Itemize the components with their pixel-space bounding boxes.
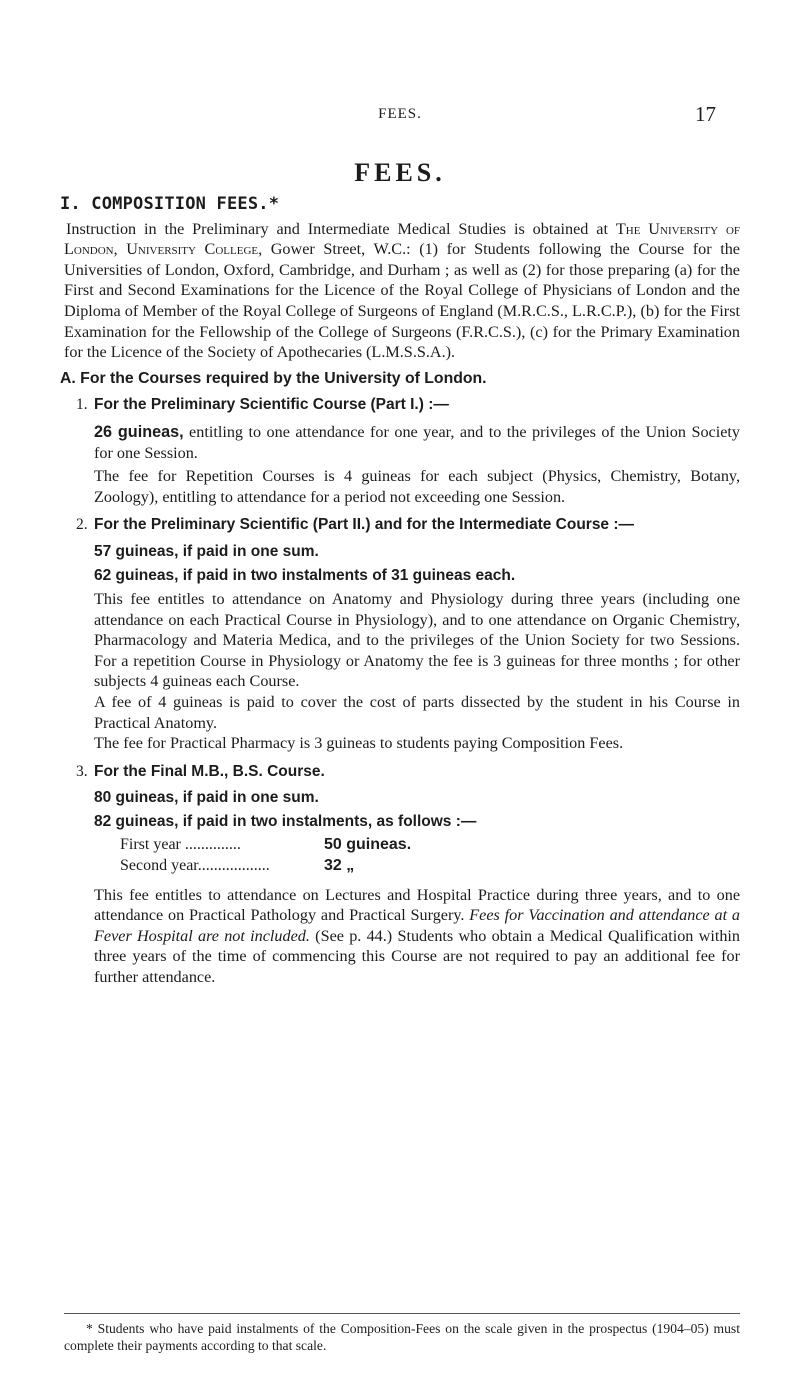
schedule-row	[120, 835, 740, 856]
fee-line-one-sum: 80 guineas, if paid in one sum.	[94, 789, 319, 807]
repetition-fee-paragraph: The fee for Repetition Courses is 4 guineas for each subject (Physics, Chemistry, Botany, Zoology), entitling to attendance for a period not exceeding one Session.	[94, 467, 740, 506]
footnote-divider	[64, 1313, 740, 1314]
schedule-label: First year ..............	[120, 835, 241, 853]
item-heading-text: For the Final M.B., B.S. Course.	[94, 762, 325, 780]
running-head-title: FEES.	[378, 106, 422, 122]
schedule-value: 50 guineas.	[324, 835, 412, 853]
final-course-paragraph	[94, 885, 740, 988]
main-content	[60, 194, 741, 988]
final-course-text-1: This fee entitles to attendance on Lectures and Hospital Practice during three years, and to one attendance on Practical Pathology and Practical Surgery.	[94, 885, 740, 925]
fee-line-one-sum: 57 guineas, if paid in one sum.	[94, 542, 319, 560]
footnote	[64, 1321, 740, 1354]
section-heading-composition-fees: I. COMPOSITION FEES.*	[60, 194, 280, 214]
instalment-schedule	[120, 835, 740, 877]
item-number: 1.	[76, 396, 88, 414]
pharmacy-fee-paragraph: The fee for Practical Pharmacy is 3 guineas to students paying Composition Fees.	[94, 734, 624, 753]
list-item-final-mbbs	[64, 762, 740, 988]
fee-description: entitling to one attendance for one year, and to the privileges of the Union Society for one Session.	[94, 422, 740, 462]
schedule-label: Second year..................	[120, 856, 270, 874]
fee-paragraph	[94, 422, 740, 463]
institution-name: The University of London, University College,	[64, 219, 741, 259]
item-heading	[76, 762, 740, 783]
subsection-heading-a: A. For the Courses required by the University of London.	[60, 369, 487, 387]
list-item-preliminary-part2	[64, 515, 740, 754]
item-heading	[76, 395, 740, 416]
intro-text-1: Instruction in the Preliminary and Intermediate Medical Studies is obtained at	[66, 219, 616, 238]
schedule-value: 32 „	[324, 856, 355, 874]
final-course-italic-note: Fees for Vaccination and attendance at a Fever Hospital are not included.	[94, 906, 740, 945]
list-item-preliminary-part1	[64, 395, 740, 507]
page-title: FEES.	[354, 158, 446, 187]
fee-line-instalments: 82 guineas, if paid in two instalments, as follows :—	[94, 813, 477, 831]
intro-text-2: Gower Street, W.C.: (1) for Students following the Course for the Universities of London, Oxford, Cambridge, and Durham ; as well as (2) for those preparing (a) for the First and Second Examinations for the Licence of the Royal College of Physicians of London and the Diploma of Member of the Royal College of Surgeons of England (M.R.C.S., L.R.C.P.), (b) for the First Examination for the Fellowship of the College of Surgeons (F.R.C.S.), (c) for the Primary Examination for the Licence of the Society of Apothecaries (L.M.S.S.A.).	[64, 240, 740, 362]
item-number: 3.	[76, 762, 88, 780]
item-heading-text: For the Preliminary Scientific (Part II.) and for the Intermediate Course :—	[94, 516, 635, 534]
item-heading	[76, 515, 740, 536]
page-number: 17	[695, 102, 716, 126]
entitlement-paragraph: This fee entitles to attendance on Anatomy and Physiology during three years (including one attendance on each Practical Course in Physiology), and to one attendance on Organic Chemistry, Pharmacology and Materia Medica, and to the privileges of the Union Society for two Sessions. For a repetition Course in Physiology or Anatomy the fee is 3 guineas for three months ; for other subjects 4 guineas each Course.	[94, 590, 740, 691]
dissection-fee-paragraph: A fee of 4 guineas is paid to cover the cost of parts dissected by the student in his Course in Practical Anatomy.	[94, 693, 740, 732]
fee-amount: 26 guineas,	[94, 422, 184, 441]
item-heading-text: For the Preliminary Scientific Course (Part I.) :—	[94, 396, 449, 414]
final-course-text-2: (See p. 44.) Students who obtain a Medical Qualification within three years of the time of commencing this Course are not required to pay an additional fee for further attendance.	[94, 926, 741, 986]
intro-paragraph	[64, 219, 740, 363]
running-head	[0, 100, 800, 130]
fee-line-instalments: 62 guineas, if paid in two instalments of 31 guineas each.	[94, 566, 516, 584]
footnote-text: * Students who have paid instalments of the Composition-Fees on the scale given in the prospectus (1904–05) must complete their payments according to that scale.	[64, 1321, 740, 1353]
schedule-row	[120, 856, 740, 877]
item-number: 2.	[76, 516, 88, 534]
